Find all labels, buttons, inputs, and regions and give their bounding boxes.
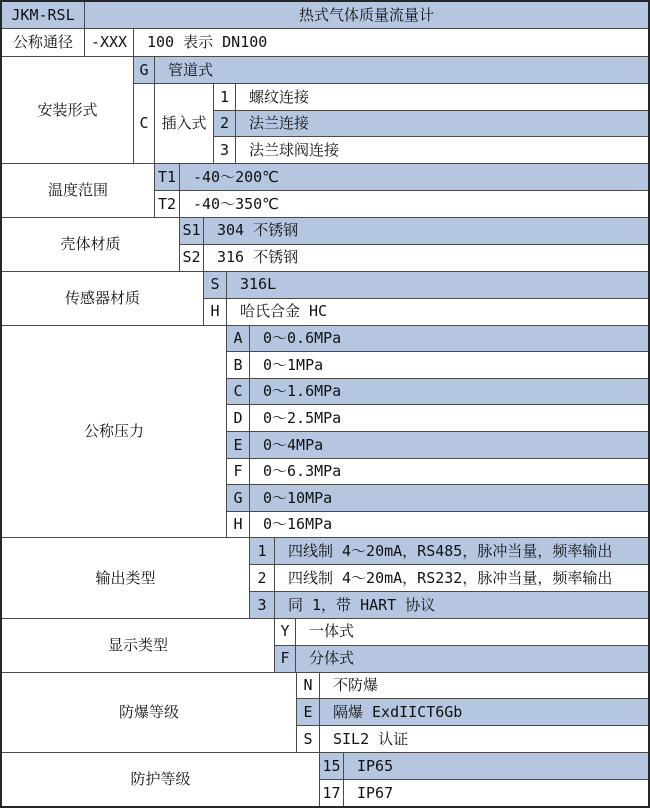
option-desc: 316L (227, 272, 648, 298)
option-desc: 螺纹连接 (249, 87, 310, 106)
option-row (250, 591, 648, 618)
option-code: E (297, 699, 320, 725)
option-row (297, 698, 648, 725)
option-code: S1 (180, 218, 204, 244)
option-row (250, 538, 648, 564)
section-output-type (2, 537, 648, 617)
option-row (320, 753, 648, 779)
option-desc: 同 1，带 HART 协议 (275, 592, 648, 618)
option-desc: 0～1.6MPa (250, 379, 648, 405)
option-desc: 100 表示 DN100 (147, 33, 268, 52)
option-row (204, 298, 648, 325)
section-label: 传感器材质 (2, 272, 204, 325)
option-code: F (227, 459, 250, 485)
option-row (227, 431, 648, 458)
section-label: 温度范围 (2, 164, 155, 217)
option-code: H (204, 299, 227, 325)
option-desc: 隔爆 ExdIICT6Gb (320, 699, 648, 725)
option-code: C (134, 84, 155, 163)
option-code: 17 (320, 780, 344, 806)
option-code: T2 (155, 191, 180, 217)
model-code: JKM-RSL (2, 2, 85, 28)
option-row (227, 404, 648, 431)
option-row (250, 564, 648, 591)
option-row (227, 378, 648, 405)
option-row (180, 244, 648, 271)
option-desc: 304 不锈钢 (204, 218, 648, 244)
option-row (227, 484, 648, 511)
option-code: B (227, 352, 250, 378)
section-nominal-diameter (2, 28, 648, 55)
option-desc: 0～2.5MPa (263, 408, 342, 427)
section-housing-material (2, 217, 648, 271)
option-code: N (297, 673, 320, 699)
option-desc: -40～200℃ (180, 164, 648, 190)
option-row (275, 619, 648, 645)
option-desc: 0～10MPa (250, 485, 648, 511)
section-label: 防护等级 (2, 753, 320, 806)
option-desc: IP65 (344, 753, 648, 779)
section-label: 输出类型 (2, 538, 250, 617)
option-row-insert (134, 83, 648, 163)
option-row (204, 272, 648, 298)
option-row (227, 326, 648, 352)
option-row (227, 351, 648, 378)
option-code: Y (275, 619, 296, 645)
option-row (227, 458, 648, 485)
option-desc: 法兰球阀连接 (249, 140, 340, 159)
option-code: C (227, 379, 250, 405)
insert-type-name: 插入式 (155, 84, 214, 163)
option-code: G (227, 485, 250, 511)
option-row-pipe (134, 57, 648, 83)
option-code: F (275, 646, 296, 672)
option-row (180, 218, 648, 244)
option-code: 2 (250, 565, 275, 591)
option-desc: 四线制 4～20mA，RS485，脉冲当量，频率输出 (275, 538, 648, 564)
option-row (155, 190, 648, 217)
option-desc: 法兰连接 (236, 111, 648, 137)
option-desc: 0～0.6MPa (250, 326, 648, 352)
section-nominal-pressure (2, 325, 648, 538)
option-desc: 哈氏合金 HC (240, 302, 328, 321)
section-label: 防爆等级 (2, 673, 297, 752)
option-desc: 一体式 (309, 622, 355, 641)
option-desc: 四线制 4～20mA，RS232，脉冲当量，频率输出 (288, 568, 613, 587)
option-code: 2 (214, 111, 236, 137)
section-install-type (2, 56, 648, 163)
option-desc: SIL2 认证 (333, 729, 409, 748)
option-code: 3 (214, 137, 236, 163)
option-code: A (227, 326, 250, 352)
option-code: G (134, 57, 155, 83)
section-label: 壳体材质 (2, 218, 180, 271)
option-row (275, 645, 648, 672)
option-desc: 0～6.3MPa (263, 462, 342, 481)
option-desc: IP67 (357, 783, 394, 802)
option-code: S (297, 726, 320, 752)
option-code: 3 (250, 592, 275, 618)
header-row (2, 2, 648, 28)
section-explosion-proof-grade (2, 672, 648, 752)
option-row (297, 673, 648, 699)
option-desc: 0～4MPa (250, 432, 648, 458)
option-desc: 316 不锈钢 (217, 248, 299, 267)
option-desc: 分体式 (296, 646, 648, 672)
section-sensor-material (2, 271, 648, 325)
option-row (320, 779, 648, 806)
suboption-row (214, 84, 648, 110)
section-label: 安装形式 (2, 57, 134, 163)
option-code: S (204, 272, 227, 298)
section-protection-grade (2, 752, 648, 806)
section-temperature-range (2, 163, 648, 217)
option-code: 1 (250, 538, 275, 564)
product-title: 热式气体质量流量计 (85, 2, 648, 28)
option-row (155, 164, 648, 190)
option-desc: 管道式 (155, 57, 648, 83)
section-label: 显示类型 (2, 619, 275, 672)
option-code: S2 (180, 245, 204, 271)
option-code: E (227, 432, 250, 458)
section-display-type (2, 618, 648, 672)
option-code: 15 (320, 753, 344, 779)
option-row (227, 511, 648, 538)
section-label: 公称压力 (2, 326, 227, 538)
option-desc: -40～350℃ (193, 194, 280, 213)
option-code: H (227, 512, 250, 538)
option-code: T1 (155, 164, 180, 190)
option-code: 1 (214, 84, 236, 110)
suboption-row (214, 110, 648, 137)
option-desc: 不防爆 (333, 676, 379, 695)
option-desc: 0～16MPa (263, 515, 333, 534)
option-code: D (227, 405, 250, 431)
option-code: -XXX (85, 29, 134, 55)
section-label: 公称通径 (2, 29, 85, 55)
option-desc: 0～1MPa (263, 355, 324, 374)
suboption-row (214, 136, 648, 163)
option-row (297, 725, 648, 752)
